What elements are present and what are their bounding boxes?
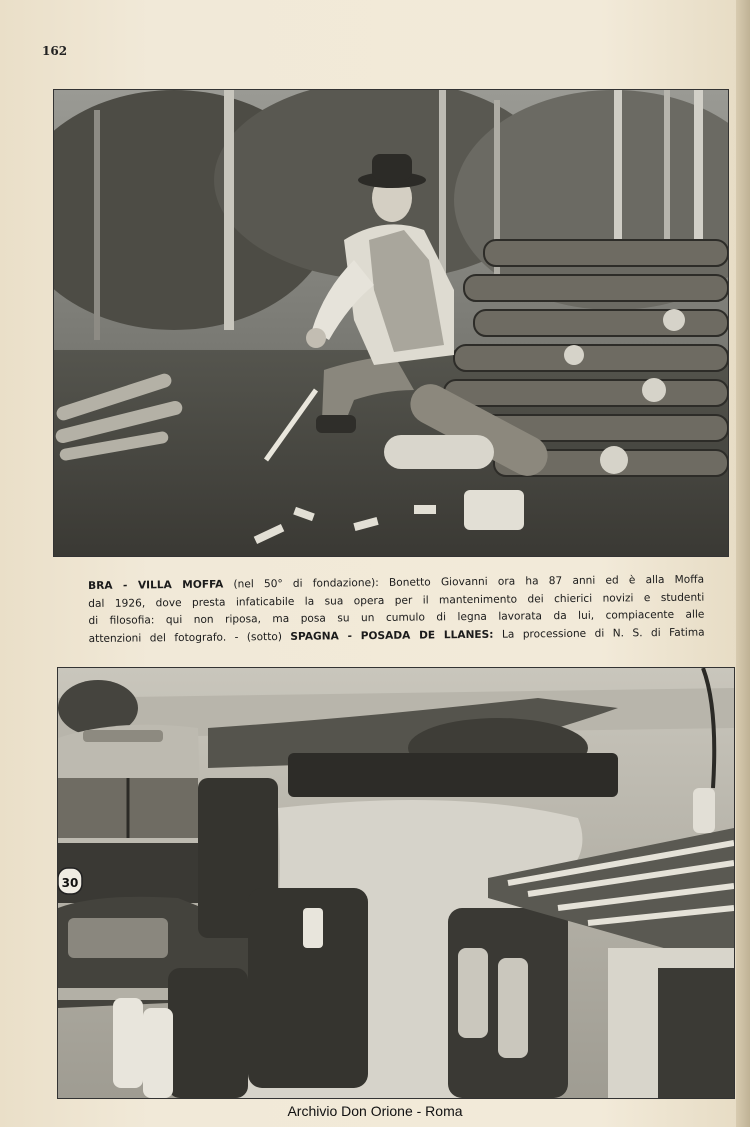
page-spine-shadow xyxy=(736,0,750,1127)
archive-footer: Archivio Don Orione - Roma xyxy=(287,1103,463,1119)
caption-line-4-start: attenzioni del fotografo. - (sotto) xyxy=(88,630,291,645)
caption-line-1-text: (nel 50° di fondazione): Bonetto Giovanni ora ha 87 anni ed è alla Moffa xyxy=(223,573,705,591)
caption-line-4-end: La processione di N. S. di Fatima xyxy=(493,626,705,641)
page-number: 162 xyxy=(42,44,68,58)
photo-woodpile-illustration xyxy=(54,90,728,556)
photo-procession xyxy=(58,668,734,1098)
photo-caption xyxy=(88,572,705,648)
caption-place-italy: BRA - VILLA MOFFA xyxy=(88,578,224,592)
caption-line-2: dal 1926, dove presta infaticabile la sua opera per il mantenimento dei chierici novizi e studenti xyxy=(88,591,705,610)
caption-place-spain: SPAGNA - POSADA DE LLANES: xyxy=(290,628,494,643)
photo-procession-illustration xyxy=(58,668,734,1098)
bus-number: 30 xyxy=(61,876,79,890)
photo-woodpile-man xyxy=(54,90,728,556)
caption-line-3: di filosofia: qui non riposa, ma posa su un cumulo di legna lavorata da lui, compiacente alle xyxy=(88,608,705,627)
